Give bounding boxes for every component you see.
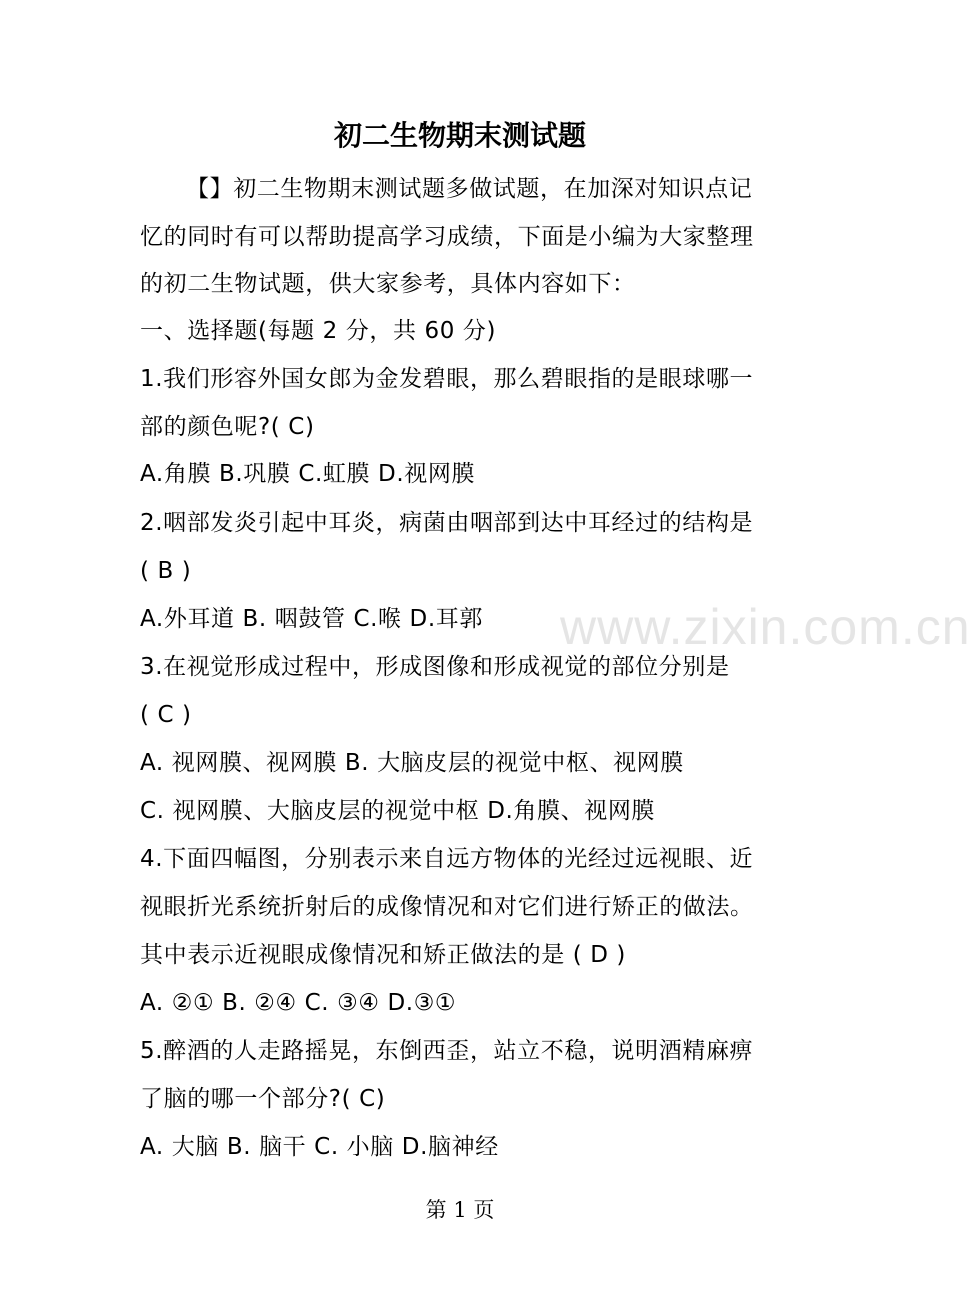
watermark: www.zixin.com.cn xyxy=(560,599,971,655)
question-5-line-1: 5.醉酒的人走路摇晃，东倒西歪，站立不稳，说明酒精麻痹 xyxy=(140,1038,754,1064)
section-heading: 一、选择题(每题 2 分，共 60 分) xyxy=(140,318,497,344)
question-4-line-3: 其中表示近视眼成像情况和矫正做法的是 ( D ) xyxy=(140,942,626,968)
question-3-line-1: 3.在视觉形成过程中，形成图像和形成视觉的部位分别是 xyxy=(140,654,730,680)
question-4-line-1: 4.下面四幅图，分别表示来自远方物体的光经过远视眼、近 xyxy=(140,846,754,872)
question-4-options: A. ②① B. ②④ C. ③④ D.③① xyxy=(140,990,457,1016)
question-1-options: A.角膜 B.巩膜 C.虹膜 D.视网膜 xyxy=(140,461,476,487)
question-3-options-1: A. 视网膜、视网膜 B. 大脑皮层的视觉中枢、视网膜 xyxy=(140,750,684,776)
intro-line-3: 的初二生物试题，供大家参考，具体内容如下： xyxy=(140,271,636,297)
question-3-line-2: ( C ) xyxy=(140,702,192,728)
question-2-line-2: ( B ) xyxy=(140,558,192,584)
question-3-options-2: C. 视网膜、大脑皮层的视觉中枢 D.角膜、视网膜 xyxy=(140,798,656,824)
intro-line-2: 忆的同时有可以帮助提高学习成绩，下面是小编为大家整理 xyxy=(140,224,754,250)
question-2-line-1: 2.咽部发炎引起中耳炎，病菌由咽部到达中耳经过的结构是 xyxy=(140,510,754,536)
question-1-line-2: 部的颜色呢?( C) xyxy=(140,414,315,440)
page-number: 第 1 页 xyxy=(425,1198,495,1222)
document-title: 初二生物期末测试题 xyxy=(333,119,586,152)
question-5-line-2: 了脑的哪一个部分?( C) xyxy=(140,1086,386,1112)
question-2-options: A.外耳道 B. 咽鼓管 C.喉 D.耳郭 xyxy=(140,606,483,632)
question-5-options: A. 大脑 B. 脑干 C. 小脑 D.脑神经 xyxy=(140,1134,499,1160)
intro-line-1: 【】初二生物期末测试题多做试题，在加深对知识点记 xyxy=(186,176,753,202)
question-1-line-1: 1.我们形容外国女郎为金发碧眼，那么碧眼指的是眼球哪一 xyxy=(140,366,754,392)
question-4-line-2: 视眼折光系统折射后的成像情况和对它们进行矫正的做法。 xyxy=(140,894,754,920)
